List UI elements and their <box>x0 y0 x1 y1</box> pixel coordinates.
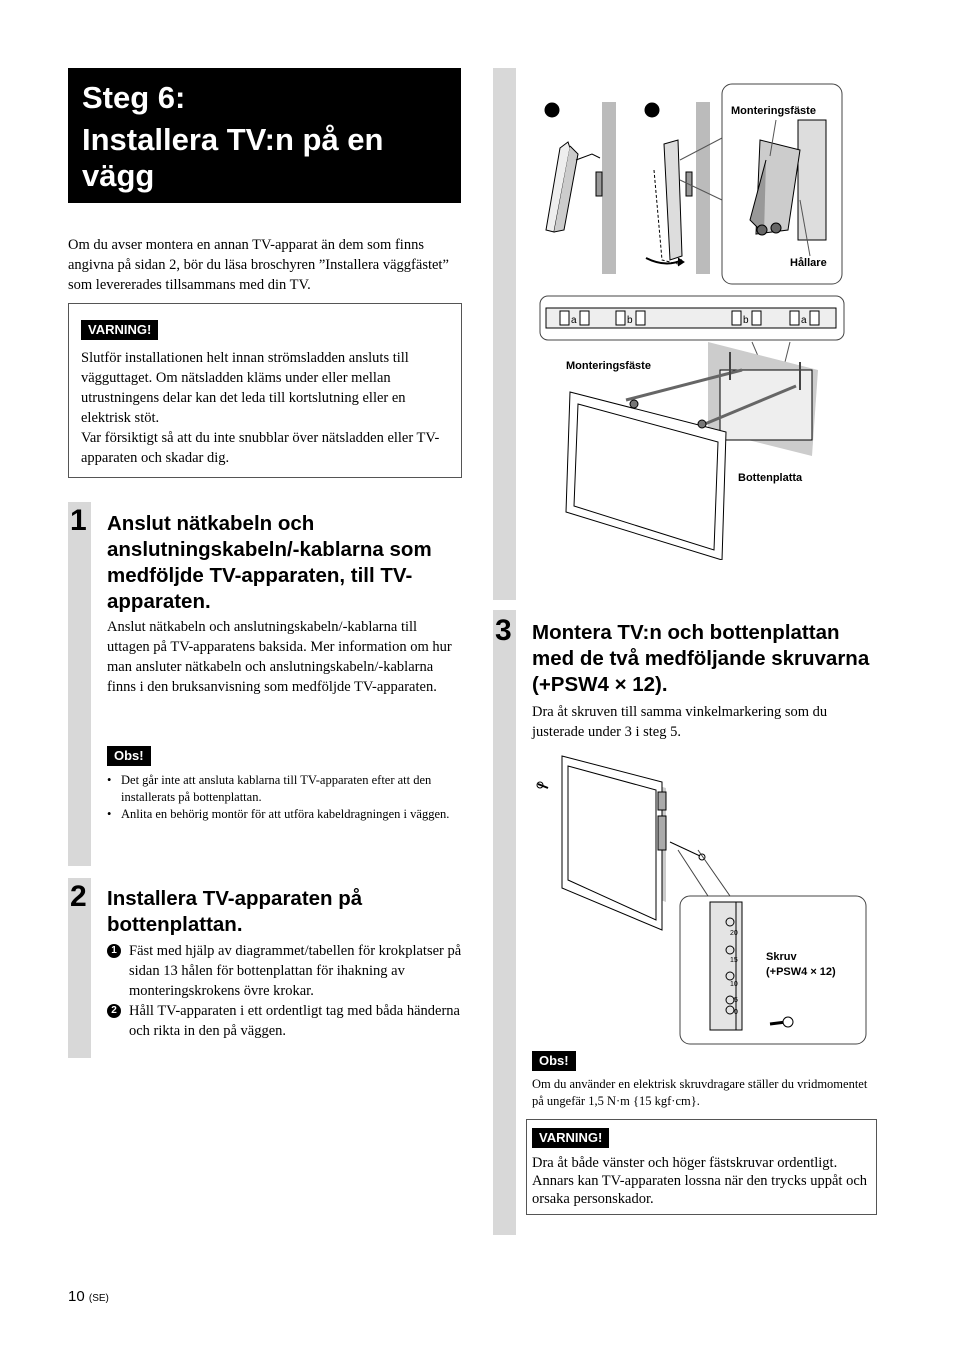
rail-letter: b <box>627 315 633 326</box>
page-title: Installera TV:n på en vägg <box>82 122 384 193</box>
warning-text-2: Var försiktigt så att du inte snubblar över nätsladden eller TV-apparaten och skadar dig. <box>81 430 440 466</box>
step-a-illustration <box>545 102 710 274</box>
page-number: 10 <box>68 1288 85 1305</box>
warning-box-2 <box>526 1119 877 1215</box>
warning-tag: VARNING! <box>532 1128 609 1148</box>
rail-letter: b <box>743 315 749 326</box>
tv-side-illustration <box>537 756 866 1044</box>
step2-item <box>107 1001 463 1041</box>
step3-number: 3 <box>495 614 512 647</box>
step2-heading: Installera TV-apparaten på bottenplattan. <box>107 887 363 936</box>
step1-notes <box>107 772 463 823</box>
marker-icon: 1 <box>107 944 121 958</box>
warning-text-1: Slutför installationen helt innan strömsladden ansluts till vägguttaget. Om nätsladden kläms under eller mellan utrustningens delar kan det leda till kortslutning eller en elektrisk stöt. <box>81 350 409 426</box>
step2-item-text: Håll TV-apparaten i ett ordentligt tag med båda händerna och rikta in den på väggen. <box>129 1003 460 1039</box>
scale-mark: 15 <box>730 957 738 964</box>
step1-bar <box>68 502 91 866</box>
language-code: (SE) <box>88 1293 109 1304</box>
step2-items <box>107 941 463 1041</box>
label-holder: Hållare <box>790 257 827 269</box>
warning-text-3: Dra åt både vänster och höger fästskruvar ordentligt. Annars kan TV-apparaten lossna när den trycks uppåt och orsaka personskador. <box>532 1155 868 1207</box>
rail-letter: a <box>801 315 807 326</box>
label-screw <box>766 950 836 980</box>
step1-obs <box>107 746 151 766</box>
intro-text: Om du avser montera en annan TV-apparat än dem som finns angivna på sidan 2, bör du läsa broschyren ”Installera väggfästet” som levererades tillsammans med din TV. <box>68 237 449 293</box>
obs-tag: Obs! <box>107 746 151 766</box>
step2-number: 2 <box>70 880 87 913</box>
scale-mark: 10 <box>730 981 738 988</box>
scale-mark: 20 <box>730 930 738 937</box>
step2-item <box>107 941 463 1001</box>
marker-2-icon <box>645 103 659 117</box>
warning-tag: VARNING! <box>81 320 158 340</box>
wall-mount-diagram <box>530 80 850 560</box>
step1-number: 1 <box>70 504 87 537</box>
scale-mark: 0 <box>734 1009 738 1016</box>
tv-illustration <box>566 342 818 560</box>
warning-box-1 <box>68 303 462 478</box>
step3-body: Dra åt skruven till samma vinkelmarkering som du justerade under 3 i steg 5. <box>532 704 828 740</box>
step3-obs-text: Om du använder en elektrisk skruvdragare ställer du vridmomentet på ungefär 1,5 N·m {15 kgf·cm}. <box>532 1077 868 1108</box>
page-footer <box>68 1288 109 1305</box>
marker-icon: 2 <box>107 1004 121 1018</box>
step3-heading: Montera TV:n och bottenplattan med de två medföljande skruvarna (+PSW4 × 12). <box>532 621 870 696</box>
page-title-box <box>68 68 461 203</box>
right-bar-top <box>493 68 516 600</box>
step3-bar <box>493 610 516 1235</box>
label-screw-line1: Skruv <box>766 951 797 963</box>
step1-heading: Anslut nätkabeln och anslutningskabeln/-kablarna som medföljde TV-apparaten, till TV-apparaten. <box>107 512 432 613</box>
marker-1-icon <box>545 103 559 117</box>
note-item: • Det går inte att ansluta kablarna till TV-apparaten efter att den installerats på bottenplattan. <box>107 772 463 806</box>
step3-obs <box>532 1051 576 1071</box>
label-baseplate: Bottenplatta <box>738 472 803 484</box>
wall-2 <box>696 102 710 274</box>
label-bracket-top: Monteringsfäste <box>731 105 816 117</box>
scale-mark: 5 <box>734 997 738 1004</box>
page-title-step: Steg 6: <box>82 80 186 115</box>
screw-diagram <box>530 752 870 1048</box>
step2-item-text: Fäst med hjälp av diagrammet/tabellen för krokplatser på sidan 13 hålen för bottenplattan för ihakning av monteringskrokens övre krokar. <box>129 943 462 999</box>
rail-letter: a <box>571 315 577 326</box>
obs-tag: Obs! <box>532 1051 576 1071</box>
note-item: • Anlita en behörig montör för att utföra kabeldragningen i väggen. <box>107 806 463 823</box>
step1-body: Anslut nätkabeln och anslutningskabeln/-kablarna till uttagen på TV-apparatens baksida. Mer information om hur man ansluter nätkabeln och anslutningskabeln/-kablarna finns i den bruksanvisning som medföljde TV-apparaten. <box>107 619 452 695</box>
wall <box>602 102 616 274</box>
label-bracket: Monteringsfäste <box>566 360 651 372</box>
screw-icon <box>783 1017 793 1027</box>
label-screw-line2: (+PSW4 × 12) <box>766 966 836 978</box>
